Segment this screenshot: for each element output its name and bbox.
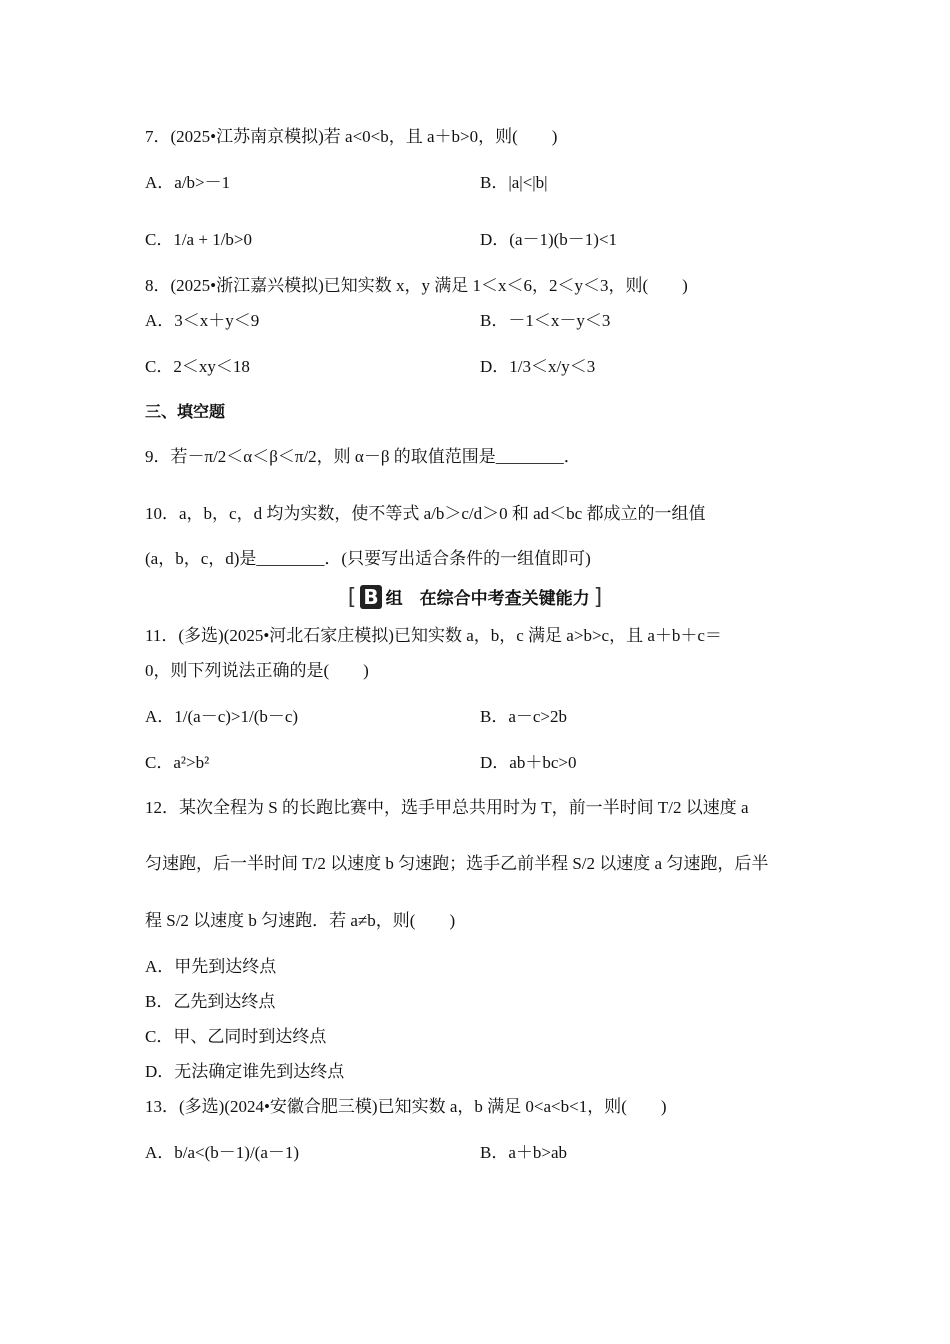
q12-line-3: 程 S/2 以速度 b 匀速跑．若 a≠b，则( ) [145, 911, 456, 930]
bracket-right-icon: ] [593, 585, 603, 610]
q11-option-c: C．a²>b² [145, 753, 210, 772]
section-b-title: 组 在综合中考查关键能力 [385, 589, 590, 609]
q8-stem: 8．(2025•浙江嘉兴模拟)已知实数 x，y 满足 1＜x＜6，2＜y＜3，则( ) [145, 276, 688, 295]
q12-option-a: A．甲先到达终点 [145, 957, 277, 976]
q11-option-d: D．ab＋bc>0 [480, 753, 577, 772]
bracket-left-icon: [ [347, 585, 357, 610]
q10-line-1: 10．a，b，c，d 均为实数，使不等式 a/b＞c/d＞0 和 ad＜bc 都成立的一组值 [145, 504, 706, 523]
q7-option-a: A．a/b>－1 [145, 173, 231, 192]
q13-stem: 13．(多选)(2024•安徽合肥三模)已知实数 a，b 满足 0<a<b<1，则( ) [145, 1097, 667, 1116]
q12-option-b: B．乙先到达终点 [145, 992, 276, 1011]
q12-option-c: C．甲、乙同时到达终点 [145, 1027, 327, 1046]
q8-option-d: D．1/3＜x/y＜3 [480, 357, 596, 376]
q8-option-b: B．－1＜x－y＜3 [480, 311, 611, 330]
q12-line-2: 匀速跑，后一半时间 T/2 以速度 b 匀速跑；选手乙前半程 S/2 以速度 a 匀速跑，后半 [145, 854, 769, 873]
q11-line-1: 11．(多选)(2025•河北石家庄模拟)已知实数 a，b，c 满足 a>b>c，且 a＋b＋c＝ [145, 626, 722, 645]
q11-line-2: 0，则下列说法正确的是( ) [145, 661, 369, 680]
section-title-fill-in: 三、填空题 [145, 402, 226, 421]
q7-option-d: D．(a－1)(b－1)<1 [480, 230, 618, 249]
q11-option-a: A．1/(a－c)>1/(b－c) [145, 707, 299, 726]
q12-option-d: D．无法确定谁先到达终点 [145, 1062, 345, 1081]
q7-option-c: C．1/a + 1/b>0 [145, 230, 253, 249]
q10-line-2: (a，b，c，d)是________．(只要写出适合条件的一组值即可) [145, 549, 591, 568]
q7-stem: 7．(2025•江苏南京模拟)若 a<0<b，且 a＋b>0，则( ) [145, 127, 558, 146]
q13-option-a: A．b/a<(b－1)/(a－1) [145, 1143, 300, 1162]
q13-option-b: B．a＋b>ab [480, 1143, 568, 1162]
group-b-badge: B [360, 585, 381, 609]
q7-option-b: B．|a|<|b| [480, 173, 548, 192]
q8-option-c: C．2＜xy＜18 [145, 357, 250, 376]
section-b-header [0, 584, 950, 610]
q11-option-b: B．a－c>2b [480, 707, 568, 726]
q8-option-a: A．3＜x＋y＜9 [145, 311, 260, 330]
q12-line-1: 12．某次全程为 S 的长跑比赛中，选手甲总共用时为 T，前一半时间 T/2 以速度 a [145, 798, 749, 817]
q9-stem: 9．若－π/2＜α＜β＜π/2，则 α－β 的取值范围是________． [145, 447, 581, 466]
